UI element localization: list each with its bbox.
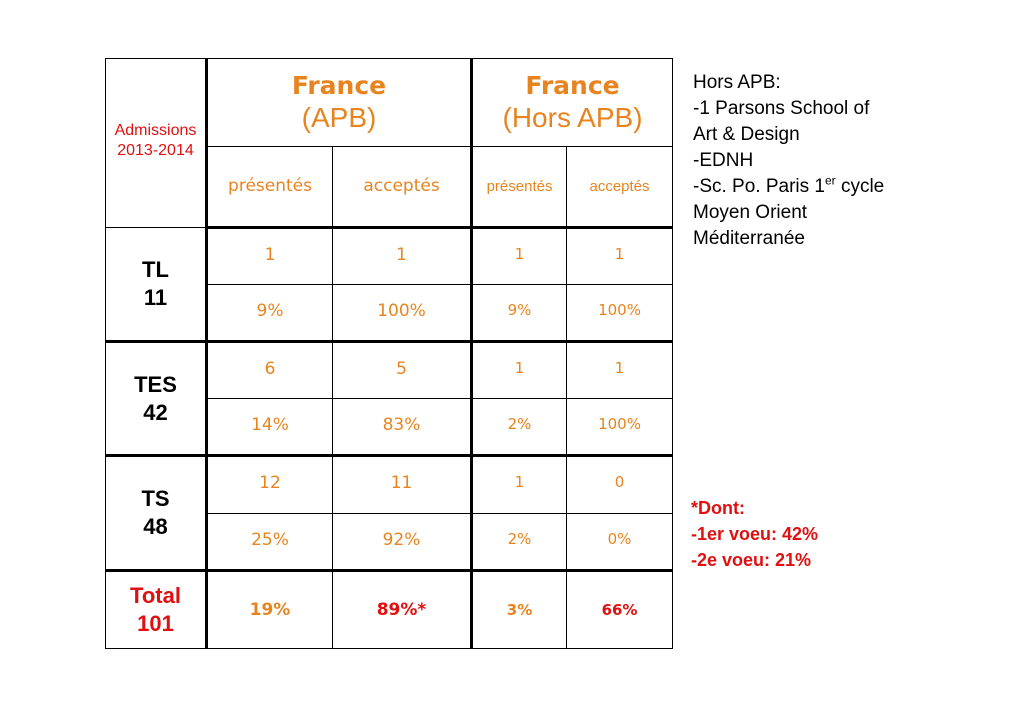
tes-acceptes-hors-apb: 1 [567, 341, 673, 398]
tl-acceptes-hors-apb: 1 [567, 227, 673, 284]
total-acceptes-apb: 89%* [333, 570, 472, 648]
total-count: 101 [137, 610, 174, 636]
tes-presentes-apb-pct: 14% [207, 399, 333, 456]
footnote-first-choice: -1er voeu: 42% [691, 524, 819, 544]
row-count-tl: 11 [143, 284, 168, 310]
row-label-ts [106, 456, 207, 570]
tes-acceptes-apb-pct: 83% [333, 399, 472, 456]
tl-presentes-hors-apb-pct: 9% [472, 284, 567, 341]
hors-apb-note [693, 70, 884, 252]
tl-acceptes-hors-apb-pct: 100% [567, 284, 673, 341]
subheader-acceptes-apb: acceptés [333, 147, 472, 227]
total-label: Total [130, 582, 181, 608]
row-name-tl: TL [142, 256, 169, 282]
hors-apb-line-ednh: -EDNH [693, 150, 754, 171]
hors-apb-line-mediterranee: Méditerranée [693, 228, 805, 249]
tl-acceptes-apb: 1 [333, 227, 472, 284]
hors-apb-title: Hors APB: [693, 72, 781, 93]
subheader-presentes-apb: présentés [207, 147, 333, 227]
tes-presentes-hors-apb-pct: 2% [472, 399, 567, 456]
ts-acceptes-hors-apb-pct: 0% [567, 513, 673, 570]
ts-presentes-hors-apb: 1 [472, 456, 567, 513]
hors-apb-line-moyen-orient: Moyen Orient [693, 202, 808, 223]
row-label-tes [106, 341, 207, 455]
admissions-label: Admissions [114, 122, 197, 139]
tes-presentes-apb: 6 [207, 341, 333, 398]
ts-acceptes-hors-apb: 0 [567, 456, 673, 513]
admissions-header-cell [106, 59, 207, 228]
ts-presentes-hors-apb-pct: 2% [472, 513, 567, 570]
total-presentes-hors-apb: 3% [472, 570, 567, 648]
subheader-acceptes-hors-apb: acceptés [567, 147, 673, 227]
group-header-hors-apb [472, 59, 673, 147]
footnote [691, 495, 818, 573]
subheader-presentes-hors-apb: présentés [472, 147, 567, 227]
hors-apb-line-scpo [693, 174, 884, 200]
row-count-tes: 42 [143, 399, 168, 425]
ts-acceptes-apb-pct: 92% [333, 513, 472, 570]
row-name-tes: TES [134, 371, 177, 397]
hors-apb-line-art-design: Art & Design [693, 124, 800, 145]
admissions-year: 2013-2014 [117, 142, 194, 159]
ts-presentes-apb: 12 [207, 456, 333, 513]
row-label-total [106, 570, 207, 648]
total-acceptes-hors-apb: 66% [567, 570, 673, 648]
tes-acceptes-apb: 5 [333, 341, 472, 398]
scpo-text: -Sc. Po. Paris 1 [693, 176, 825, 197]
hors-apb-line-parsons: -1 Parsons School of [693, 98, 870, 119]
tes-acceptes-hors-apb-pct: 100% [567, 399, 673, 456]
group-title-apb: France [291, 70, 387, 100]
tl-acceptes-apb-pct: 100% [333, 284, 472, 341]
row-name-ts: TS [141, 486, 170, 511]
scpo-superscript: er [825, 173, 836, 188]
row-label-tl [106, 227, 207, 341]
footnote-second-choice: -2e voeu: 21% [691, 550, 812, 570]
tl-presentes-hors-apb: 1 [472, 227, 567, 284]
tl-presentes-apb-pct: 9% [207, 284, 333, 341]
tl-presentes-apb: 1 [207, 227, 333, 284]
row-count-ts: 48 [143, 514, 168, 539]
group-header-apb [207, 59, 472, 147]
footnote-title: *Dont: [691, 498, 745, 518]
group-title-hors-apb: France [525, 70, 620, 100]
group-subtitle-hors-apb: (Hors APB) [502, 101, 643, 133]
ts-presentes-apb-pct: 25% [207, 513, 333, 570]
group-subtitle-apb: (APB) [301, 101, 377, 133]
scpo-cycle: cycle [835, 176, 885, 197]
admissions-table [105, 58, 673, 649]
tes-presentes-hors-apb: 1 [472, 341, 567, 398]
total-presentes-apb: 19% [207, 570, 333, 648]
ts-acceptes-apb: 11 [333, 456, 472, 513]
